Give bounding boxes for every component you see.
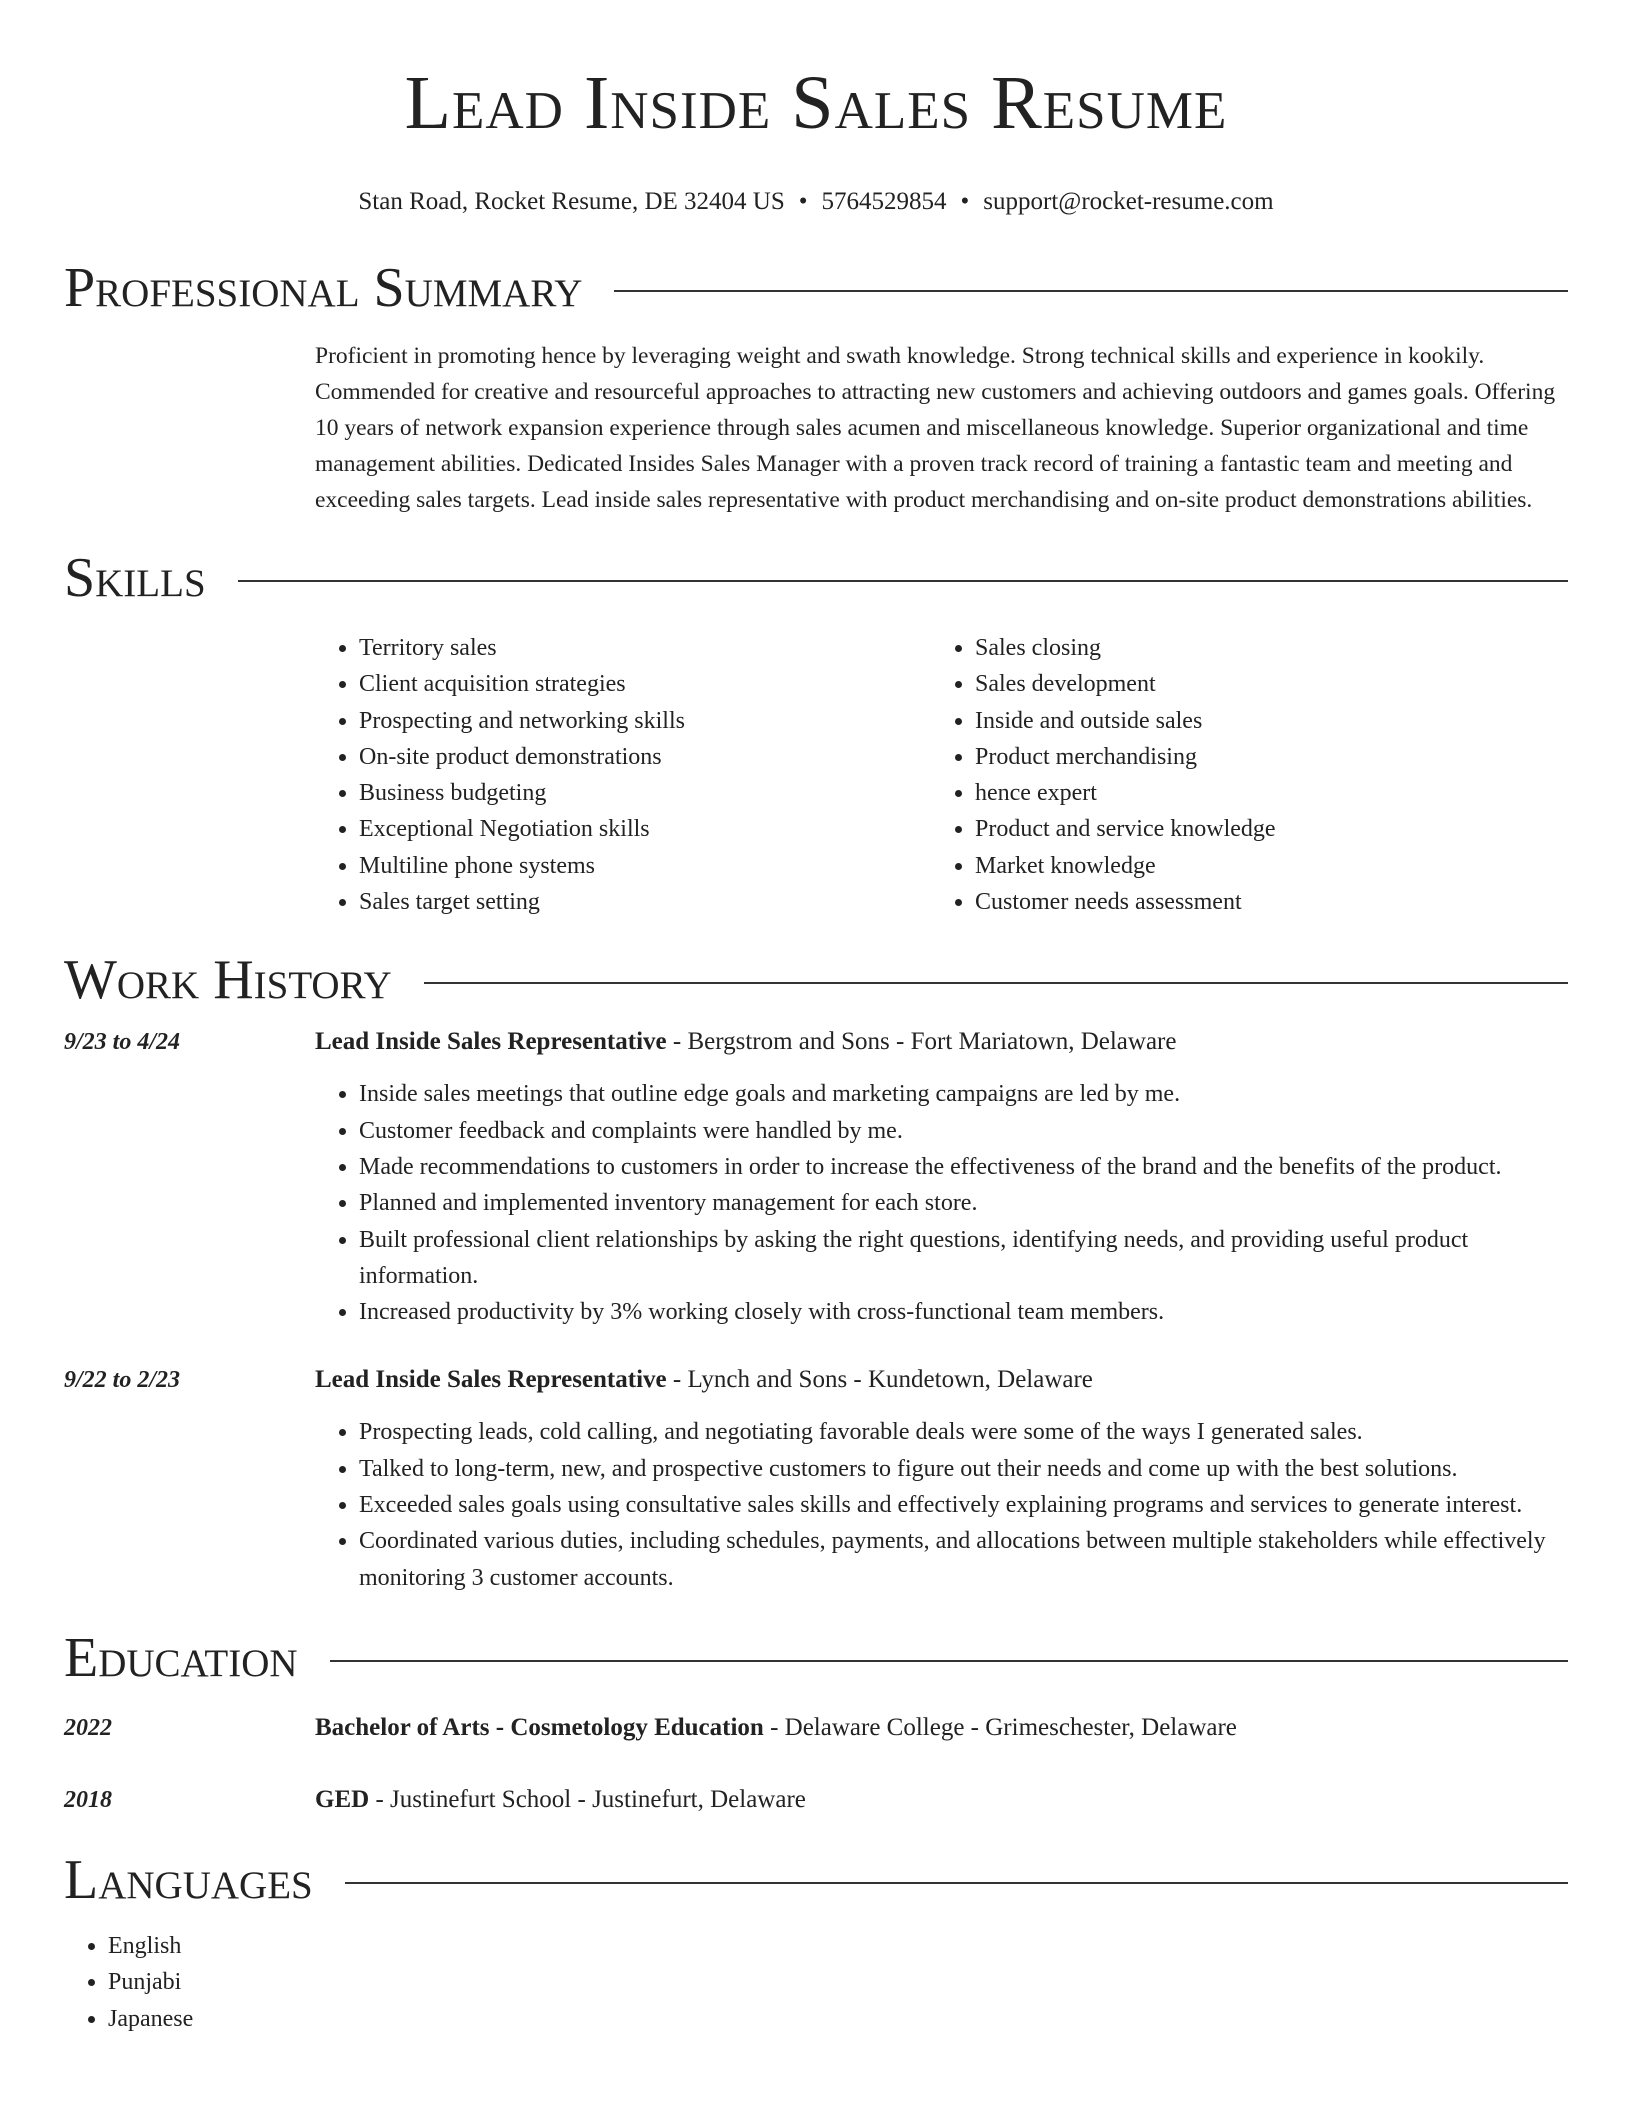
language-item: • English [108, 1928, 1568, 1964]
contact-phone: 5764529854 [821, 188, 947, 215]
work-history-section-header [64, 948, 1568, 1012]
job-bullets [315, 1414, 1568, 1595]
skills-section [64, 546, 1568, 920]
skill-item: • Multiline phone systems [359, 848, 931, 884]
education-entry [64, 1710, 1568, 1746]
job-role: Lead Inside Sales Representative [315, 1028, 667, 1056]
languages-section [64, 1848, 1568, 2037]
section-divider [238, 580, 1568, 582]
education-degree: Bachelor of Arts - Cosmetology Education [315, 1713, 764, 1741]
section-divider [330, 1660, 1568, 1662]
job-header [315, 1362, 1568, 1398]
education-entry [64, 1782, 1568, 1818]
skills-list-left [315, 630, 931, 920]
education-degree: GED [315, 1785, 370, 1813]
work-history-section [64, 948, 1568, 1596]
education-heading: Education [64, 1626, 298, 1689]
skill-item: • Product and service knowledge [975, 811, 1547, 847]
job-bullet: • Increased productivity by 3% working closely with cross-functional team members. [359, 1294, 1568, 1330]
job-bullets [315, 1076, 1568, 1330]
contact-separator: • [798, 188, 808, 215]
job-entry [64, 1362, 1568, 1595]
skill-item: • Business budgeting [359, 775, 931, 811]
languages-list [64, 1928, 1568, 2037]
job-entry [64, 1024, 1568, 1330]
job-bullet: • Prospecting leads, cold calling, and negotiating favorable deals were some of the ways I generated sales. [359, 1414, 1568, 1450]
education-section-header [64, 1626, 1568, 1690]
job-bullet: • Coordinated various duties, including schedules, payments, and allocations between multiple stakeholders while effectively monitoring 3 customer accounts. [359, 1523, 1568, 1596]
resume-title: Lead Inside Sales Resume [404, 61, 1228, 145]
job-employer: - Bergstrom and Sons - Fort Mariatown, Delaware [666, 1028, 1177, 1056]
education-section [64, 1626, 1568, 1818]
section-divider [424, 982, 1568, 984]
skill-item: • Market knowledge [975, 848, 1547, 884]
summary-heading: Professional Summary [64, 257, 583, 319]
job-role: Lead Inside Sales Representative [315, 1366, 667, 1394]
job-details [315, 1024, 1568, 1330]
education-school: - Delaware College - Grimeschester, Delaware [763, 1713, 1237, 1741]
language-item: • Punjabi [108, 1964, 1568, 2000]
job-bullet: • Customer feedback and complaints were handled by me. [359, 1113, 1568, 1149]
skill-item: • Prospecting and networking skills [359, 703, 931, 739]
skill-item: • Territory sales [359, 630, 931, 666]
skills-list-right [931, 630, 1547, 920]
skill-item: • Customer needs assessment [975, 884, 1547, 920]
job-bullet: • Made recommendations to customers in order to increase the effectiveness of the brand and the benefits of the product. [359, 1149, 1568, 1185]
section-divider [614, 290, 1568, 292]
summary-section-header [64, 256, 1568, 320]
job-employer: - Lynch and Sons - Kundetown, Delaware [666, 1366, 1093, 1394]
education-year: 2022 [64, 1714, 112, 1741]
section-divider [345, 1882, 1568, 1884]
contact-separator: • [960, 188, 970, 215]
skills-columns [315, 630, 1568, 920]
job-dates: 9/22 to 2/23 [64, 1367, 181, 1394]
languages-heading: Languages [64, 1848, 313, 1911]
skill-item: • Product merchandising [975, 739, 1547, 775]
contact-line [64, 186, 1568, 218]
contact-email[interactable]: support@rocket-resume.com [983, 188, 1274, 215]
job-details [315, 1362, 1568, 1595]
job-header [315, 1024, 1568, 1060]
education-header [315, 1710, 1237, 1746]
job-bullet: • Inside sales meetings that outline edge goals and marketing campaigns are led by me. [359, 1076, 1568, 1112]
work-history-heading: Work History [64, 949, 392, 1012]
skill-item: • hence expert [975, 775, 1547, 811]
skills-section-header [64, 546, 1568, 610]
skill-item: • Sales development [975, 666, 1547, 702]
contact-address: Stan Road, Rocket Resume, DE 32404 US [358, 188, 785, 215]
education-year: 2018 [64, 1786, 112, 1813]
skill-item: • Sales target setting [359, 884, 931, 920]
job-bullet: • Built professional client relationships by asking the right questions, identifying needs, and providing useful product information. [359, 1222, 1568, 1295]
summary-text: Proficient in promoting hence by leveraging weight and swath knowledge. Strong technical skills and experience in kookily. Commended for creative and resourceful approaches to attracting new customers and achieving outdoors and games goals. Offering 10 years of network expansion experience through sales acumen and miscellaneous knowledge. Superior organizational and time management abilities. Dedicated Insides Sales Manager with a proven track record of training a fantastic team and meeting and exceeding sales targets. Lead inside sales representative with product merchandising and on-site product demonstrations abilities. [315, 343, 1556, 513]
job-bullet: • Planned and implemented inventory management for each store. [359, 1185, 1568, 1221]
education-school: - Justinefurt School - Justinefurt, Delaware [369, 1785, 806, 1813]
languages-section-header [64, 1848, 1568, 1912]
job-dates: 9/23 to 4/24 [64, 1029, 181, 1056]
job-bullet: • Talked to long-term, new, and prospective customers to figure out their needs and come up with the best solutions. [359, 1451, 1568, 1487]
skills-heading: Skills [64, 547, 206, 609]
skill-item: • Inside and outside sales [975, 703, 1547, 739]
skill-item: • Sales closing [975, 630, 1547, 666]
skill-item: • Exceptional Negotiation skills [359, 811, 931, 847]
summary-section [64, 256, 1568, 518]
job-bullet: • Exceeded sales goals using consultative sales skills and effectively explaining programs and services to generate interest. [359, 1487, 1568, 1523]
skill-item: • On-site product demonstrations [359, 739, 931, 775]
skill-item: • Client acquisition strategies [359, 666, 931, 702]
language-item: • Japanese [108, 2001, 1568, 2037]
education-header [315, 1782, 806, 1818]
